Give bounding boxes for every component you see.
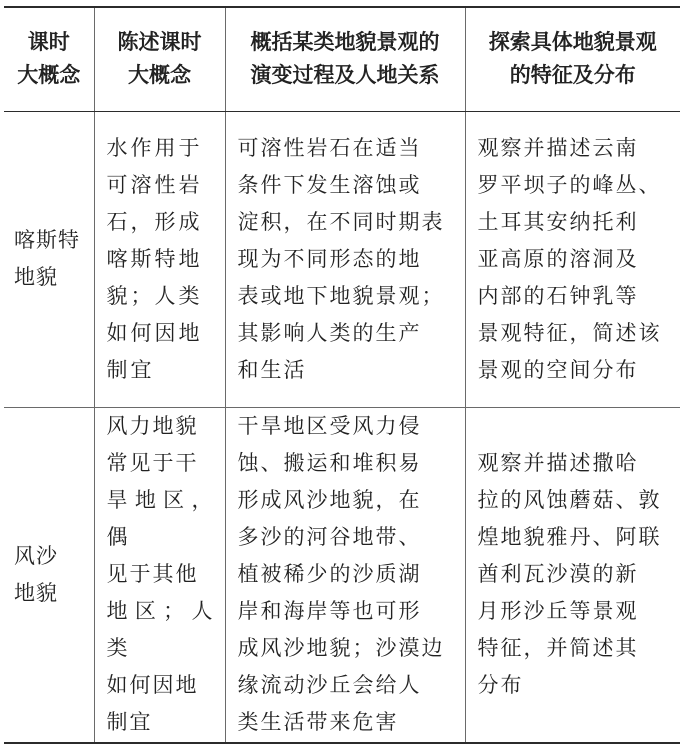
header-evolution-relation: 概括某类地貌景观的 演变过程及人地关系 <box>225 7 465 111</box>
concept-name-cell: 风沙 地貌 <box>4 407 94 743</box>
table-row <box>4 407 680 743</box>
table-body <box>4 111 680 743</box>
table-row <box>4 111 680 407</box>
lesson-concept-table <box>4 6 680 744</box>
header-row <box>4 7 680 111</box>
statement-cell: 风力地貌 常见于干 旱地区，偶 见于其他 地区；人类 如何因地 制宜 <box>94 407 225 743</box>
evolution-cell: 可溶性岩石在适当 条件下发生溶蚀或 淀积，在不同时期表 现为不同形态的地 表或地下地貌景观； 其影响人类的生产 和生活 <box>225 111 465 407</box>
header-state-concept: 陈述课时 大概念 <box>94 7 225 111</box>
features-cell: 观察并描述撒哈 拉的风蚀蘑菇、敦 煌地貌雅丹、阿联 酋利瓦沙漠的新 月形沙丘等景观 特征，并简述其 分布 <box>465 407 680 743</box>
concept-name-cell: 喀斯特 地貌 <box>4 111 94 407</box>
features-cell: 观察并描述云南 罗平坝子的峰丛、 土耳其安纳托利 亚高原的溶洞及 内部的石钟乳等 景观特征，简述该 景观的空间分布 <box>465 111 680 407</box>
table-header <box>4 7 680 111</box>
evolution-cell: 干旱地区受风力侵 蚀、搬运和堆积易 形成风沙地貌，在 多沙的河谷地带、 植被稀少的沙质湖 岸和海岸等也可形 成风沙地貌；沙漠边 缘流动沙丘会给人 类生活带来危害 <box>225 407 465 743</box>
header-lesson-concept: 课时 大概念 <box>4 7 94 111</box>
header-features-distribution: 探索具体地貌景观 的特征及分布 <box>465 7 680 111</box>
statement-cell: 水作用于 可溶性岩 石，形成 喀斯特地 貌；人类 如何因地 制宜 <box>94 111 225 407</box>
